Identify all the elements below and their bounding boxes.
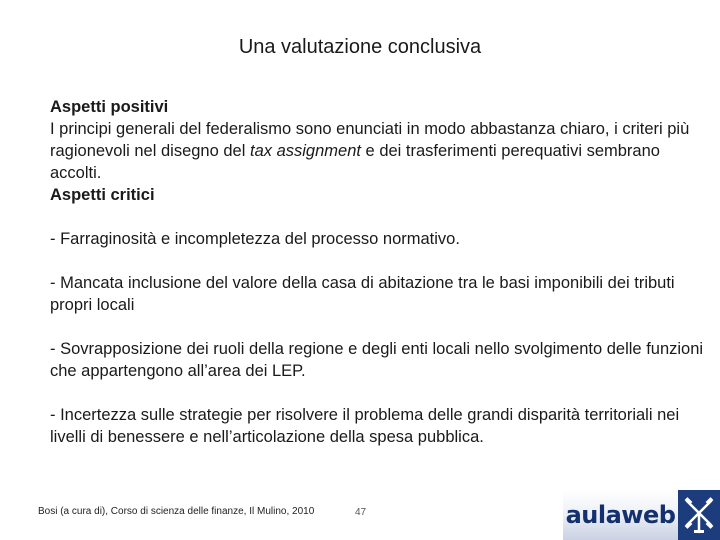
critical-item: - Farraginosità e incompletezza del processo normativo. xyxy=(50,230,460,248)
slide-title: Una valutazione conclusiva xyxy=(238,36,482,58)
positive-text-part2: e dei trasferimenti perequativi sembrano accolti. xyxy=(50,142,660,182)
spacer xyxy=(50,206,715,228)
critical-heading: Aspetti critici xyxy=(50,186,155,204)
spacer xyxy=(50,316,715,338)
positive-text-part1: I principi generali del federalismo sono enunciati in modo abbastanza chiaro, i criteri più ragionevoli nel disegno del xyxy=(50,120,690,160)
logo-text: aulaweb xyxy=(563,490,678,540)
critical-item: - Sovrapposizione dei ruoli della regione e degli enti locali nello svolgimento delle funzioni che appartengono all’area dei LEP. xyxy=(50,340,704,380)
positive-text-italic: tax assignment xyxy=(249,142,361,160)
spacer xyxy=(50,250,715,272)
positive-text xyxy=(50,118,715,184)
positive-heading: Aspetti positivi xyxy=(50,98,169,116)
spacer xyxy=(50,382,715,404)
windmill-icon xyxy=(678,490,720,540)
critical-item: - Mancata inclusione del valore della casa di abitazione tra le basi imponibili dei tributi propri locali xyxy=(50,274,675,314)
footer-citation: Bosi (a cura di), Corso di scienza delle finanze, Il Mulino, 2010 xyxy=(38,506,315,517)
slide-content xyxy=(50,96,715,448)
page-number: 47 xyxy=(355,507,367,518)
critical-item: - Incertezza sulle strategie per risolvere il problema delle grandi disparità territoriali nei livelli di benessere e nell’articolazione della spesa pubblica. xyxy=(50,406,680,446)
aulaweb-logo xyxy=(563,490,720,540)
